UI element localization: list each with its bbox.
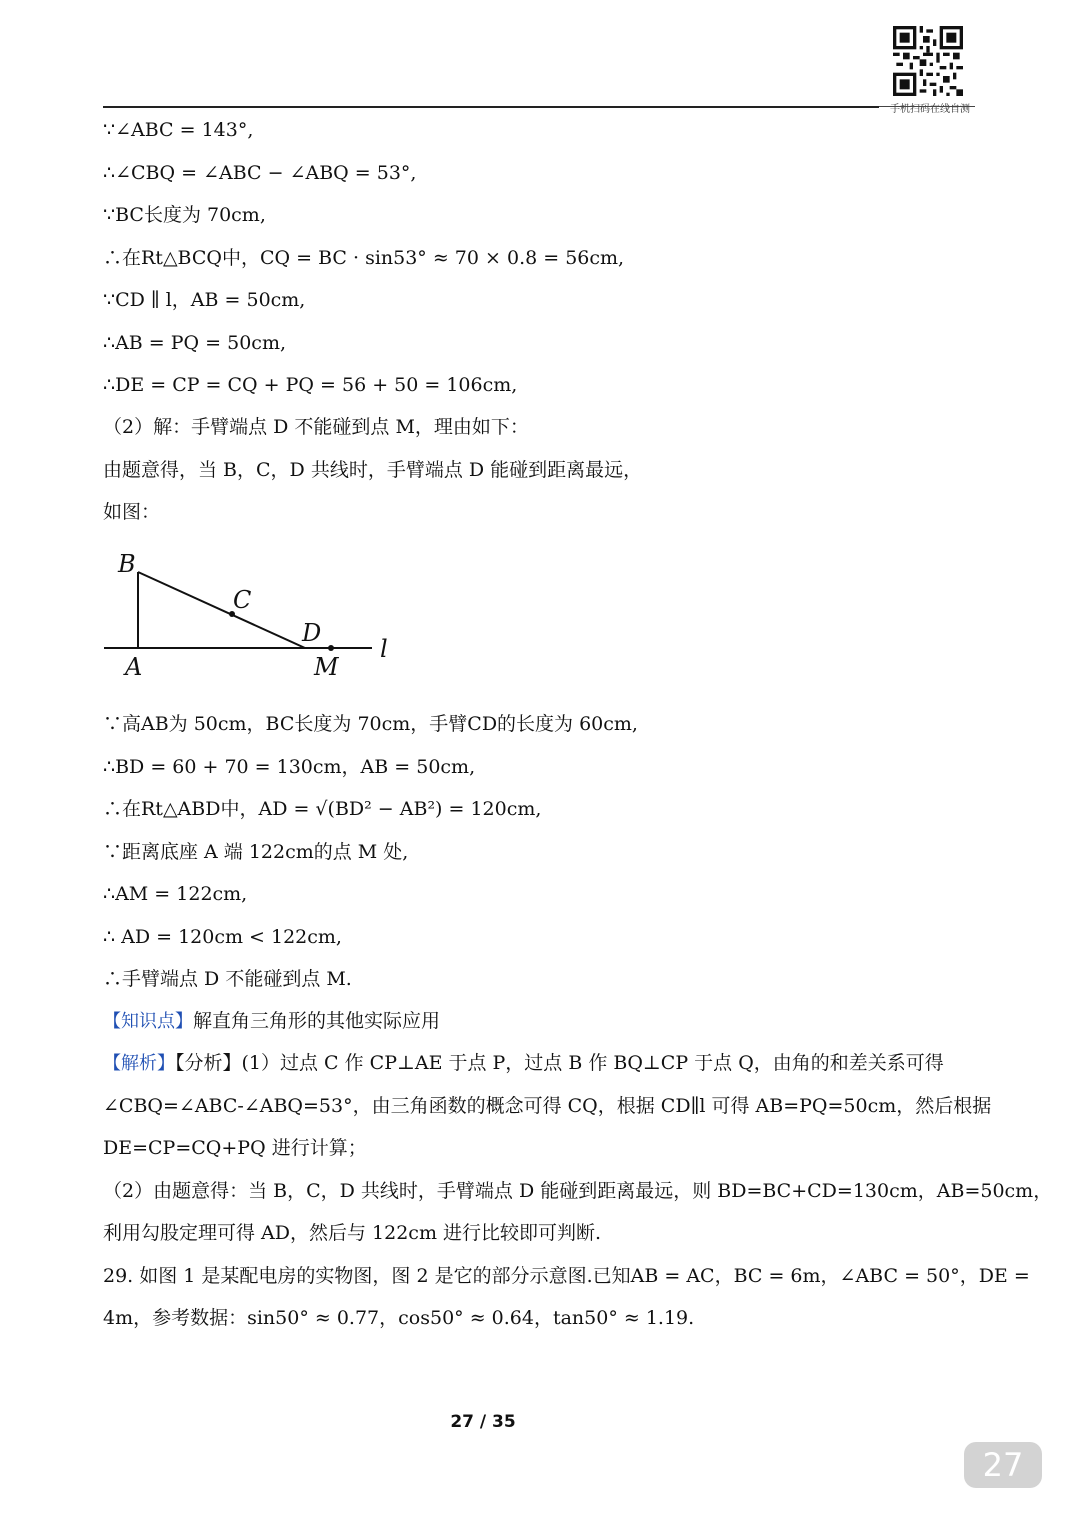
point-m (328, 645, 334, 651)
label-l: l (380, 635, 388, 663)
solution-line: ∴BD = 60 + 70 = 130cm，AB = 50cm, (103, 756, 476, 778)
solution-line: ∴AM = 122cm, (103, 883, 248, 905)
label-b: B (118, 550, 136, 578)
solution-line: ∵高AB为 50cm，BC长度为 70cm，手臂CD的长度为 60cm, (103, 713, 638, 735)
solution-line: 如图： (103, 501, 161, 523)
qr-code-icon (893, 26, 963, 96)
solution-line: 由题意得，当 B，C，D 共线时，手臂端点 D 能碰到距离最远， (103, 459, 643, 481)
knowledge-point (103, 1008, 440, 1035)
page-badge: 27 (964, 1442, 1042, 1488)
solution-line: ∴AB = PQ = 50cm, (103, 332, 287, 354)
qr-caption: 手机扫码在线自测 (890, 104, 970, 115)
geometry-figure (100, 546, 400, 686)
solution-line: ∴在Rt△BCQ中，CQ = BC · sin53° ≈ 70 × 0.8 = 56cm, (103, 247, 625, 269)
problem-line: 4m，参考数据：sin50° ≈ 0.77，cos50° ≈ 0.64，tan50° ≈ 1.19. (103, 1307, 695, 1329)
header-rule-thin (879, 106, 975, 107)
segment-bd (138, 572, 305, 648)
page-indicator: 27 / 35 (450, 1412, 516, 1432)
knowledge-tag: 【知识点】 (103, 1011, 193, 1032)
label-d: D (302, 619, 322, 647)
solution-line: ∴DE = CP = CQ + PQ = 56 + 50 = 106cm, (103, 374, 518, 396)
knowledge-text: 解直角三角形的其他实际应用 (193, 1010, 441, 1032)
solution-line: ∴∠CBQ = ∠ABC − ∠ABQ = 53°, (103, 162, 417, 184)
solution-line: ∴在Rt△ABD中，AD = √(BD² − AB²) = 120cm, (103, 798, 542, 820)
solution-line: ∴手臂端点 D 不能碰到点 M. (103, 968, 352, 990)
problem-line: 29. 如图 1 是某配电房的实物图，图 2 是它的部分示意图.已知AB = AC，BC = 6m，∠ABC = 50°，DE = (103, 1265, 1030, 1287)
solution-line: （2）解：手臂端点 D 不能碰到点 M，理由如下： (103, 416, 529, 438)
solution-line: ∵距离底座 A 端 122cm的点 M 处, (103, 841, 409, 863)
label-a: A (125, 653, 143, 681)
header-rule (103, 106, 879, 108)
solution-line: ∵CD ∥ l，AB = 50cm, (103, 289, 306, 311)
analysis-line: 利用勾股定理可得 AD，然后与 122cm 进行比较即可判断. (103, 1222, 602, 1244)
solution-line: ∴ AD = 120cm < 122cm, (103, 926, 342, 948)
label-m: M (314, 653, 339, 681)
analysis-text: 【分析】(1）过点 C 作 CP⊥AE 于点 P，过点 B 作 BQ⊥CP 于点 Q，由角的和差关系可得 (175, 1052, 944, 1074)
analysis-line: DE=CP=CQ+PQ 进行计算； (103, 1137, 367, 1159)
solution-line: ∵BC长度为 70cm, (103, 204, 266, 226)
solution-line: ∵∠ABC = 143°, (103, 119, 254, 141)
label-c: C (233, 586, 252, 614)
analysis-line: ∠CBQ=∠ABC-∠ABQ=53°，由三角函数的概念可得 CQ，根据 CD∥l 可得 AB=PQ=50cm，然后根据 (103, 1095, 992, 1117)
analysis-line (103, 1050, 944, 1077)
analysis-tag: 【解析】 (103, 1053, 175, 1074)
analysis-line: （2）由题意得：当 B，C，D 共线时，手臂端点 D 能碰到距离最远，则 BD=BC+CD=130cm，AB=50cm， (103, 1180, 1053, 1202)
